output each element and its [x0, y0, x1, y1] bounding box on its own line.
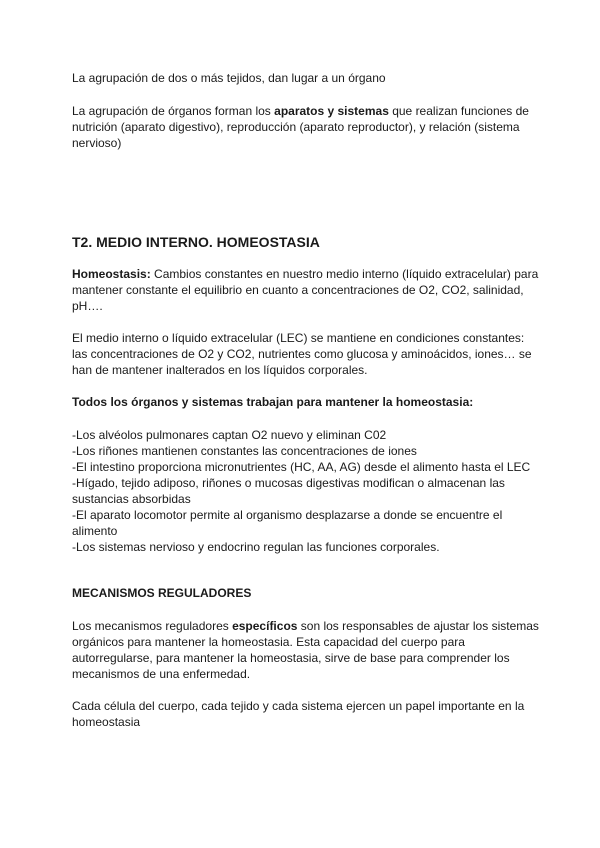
homeostasis-term: Homeostasis: [72, 267, 151, 281]
paragraph-aparatos-pre: La agrupación de órganos forman los [72, 104, 275, 118]
paragraph-celula: Cada célula del cuerpo, cada tejido y cada sistema ejercen un papel importante en la homeostasia [72, 699, 525, 729]
list-item: -Hígado, tejido adiposo, riñones o mucosas digestivas modifican o almacenan las sustancias absorbidas [72, 476, 505, 506]
paragraph-lec: El medio interno o líquido extracelular (LEC) se mantiene en condiciones constantes: las concentraciones de O2 y CO2, nutrientes como glucosa y aminoácidos, iones… se han de mantener inalterados en los líquidos corporales. [72, 331, 532, 377]
list-item: -Los alvéolos pulmonares captan O2 nuevo y eliminan C02 [72, 428, 387, 442]
paragraph-tejidos: La agrupación de dos o más tejidos, dan lugar a un órgano [72, 71, 386, 85]
organs-list [72, 427, 542, 555]
mecanismos-post: son los responsables de ajustar los sistemas orgánicos para mantener la homeostasia. Esta capacidad del cuerpo para autorregularse, para mantener la homeostasia, sirve de base para comprender los mecanismos de una enfermedad. [72, 619, 539, 681]
paragraph-homeostasis [72, 266, 542, 314]
section-title-t2: T2. MEDIO INTERNO. HOMEOSTASIA [72, 234, 320, 250]
organs-heading: Todos los órganos y sistemas trabajan para mantener la homeostasia: [72, 395, 474, 409]
list-item: -Los sistemas nervioso y endocrino regulan las funciones corporales. [72, 540, 440, 554]
paragraph-aparatos [72, 103, 542, 151]
paragraph-mecanismos [72, 618, 542, 682]
paragraph-aparatos-post: que realizan funciones de nutrición (aparato digestivo), reproducción (aparato reproductor), y relación (sistema nervioso) [72, 104, 529, 150]
mecanismos-bold: específicos [232, 619, 298, 633]
list-item: -El aparato locomotor permite al organismo desplazarse a donde se encuentre el alimento [72, 508, 503, 538]
mecanismos-pre: Los mecanismos reguladores [72, 619, 233, 633]
paragraph-aparatos-bold: aparatos y sistemas [274, 104, 389, 118]
homeostasis-definition: Cambios constantes en nuestro medio interno (líquido extracelular) para mantener constante el equilibrio en cuanto a concentraciones de O2, CO2, salinidad, pH…. [72, 267, 539, 313]
section-title-mecanismos: MECANISMOS REGULADORES [72, 586, 252, 600]
list-item: -El intestino proporciona micronutrientes (HC, AA, AG) desde el alimento hasta el LEC [72, 460, 531, 474]
list-item: -Los riñones mantienen constantes las concentraciones de iones [72, 444, 417, 458]
